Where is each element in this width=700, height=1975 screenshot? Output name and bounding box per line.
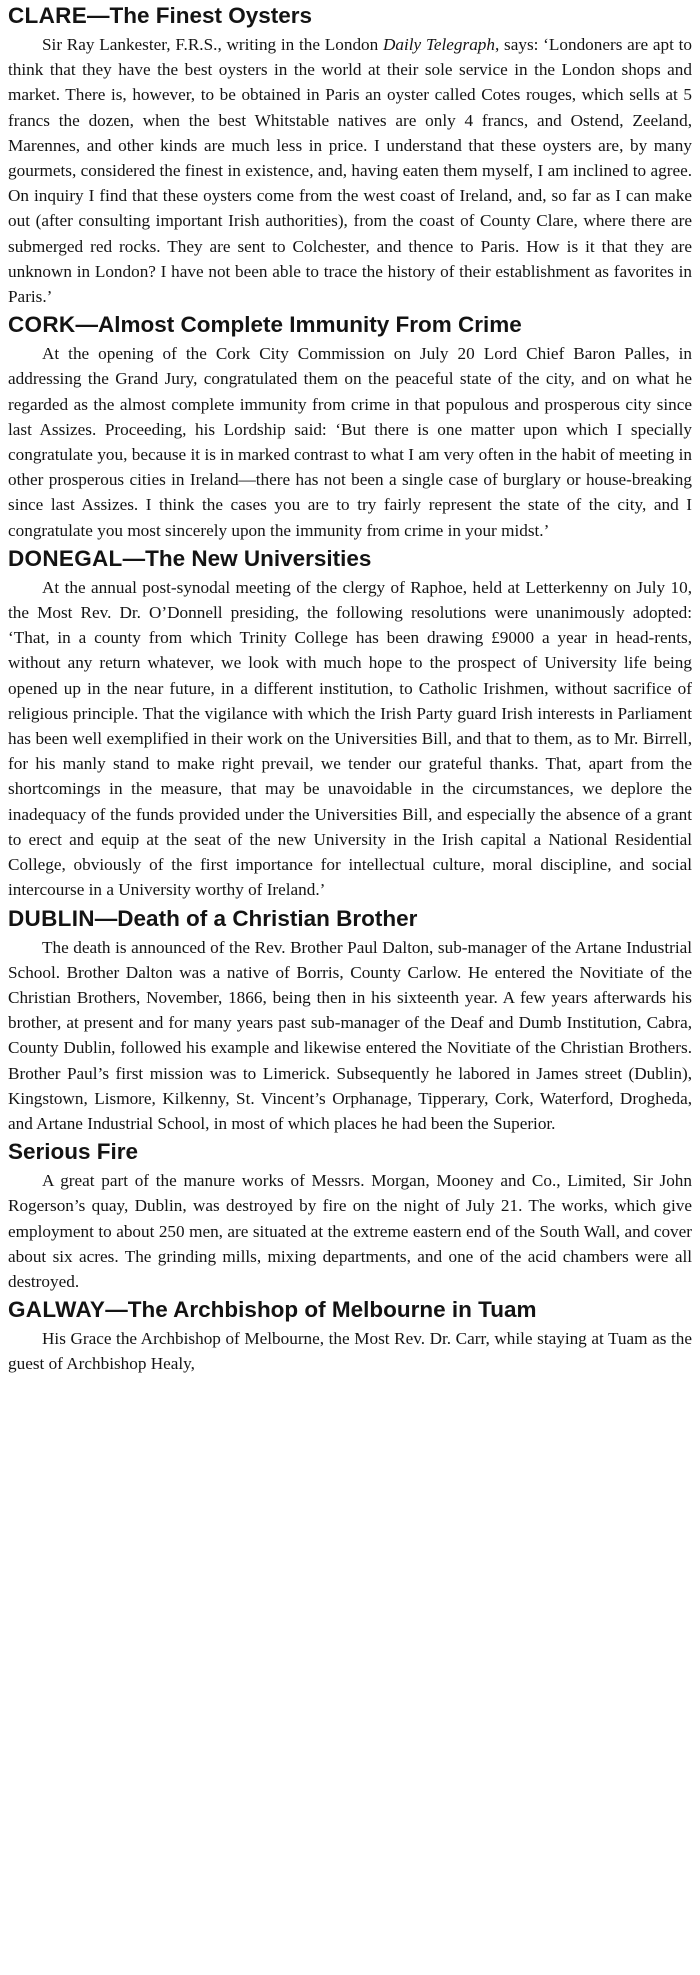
headline-place: GALWAY [8, 1297, 106, 1323]
headline-title: The Archbishop of Melbourne in Tuam [127, 1297, 537, 1323]
headline-title: The Finest Oysters [109, 3, 313, 28]
article-dublin [8, 903, 692, 1137]
article-body [8, 32, 692, 309]
article-clare [8, 0, 692, 309]
article-galway [8, 1294, 692, 1376]
article-body: His Grace the Archbishop of Melbourne, the Most Rev. Dr. Carr, while staying at Tuam as the guest of Archbishop Healy, [8, 1329, 692, 1374]
body-text: Sir Ray Lankester, F.R.S., writing in the London [42, 35, 383, 54]
headline-title: Serious Fire [8, 1139, 139, 1165]
headline-dash: — [94, 905, 118, 931]
headline-dash: — [105, 1297, 128, 1323]
headline-place: CLARE [8, 3, 87, 28]
article-headline [8, 1136, 692, 1168]
headline-title: Almost Complete Immunity From Crime [97, 312, 522, 338]
article-body: The death is announced of the Rev. Brother Paul Dalton, sub-manager of the Artane Industrial School. Brother Dalton was a native of Borris, County Carlow. He entered the Novitiate of the Christian Brothers, November, 1866, being then in his sixteenth year. A few years afterwards his brother, at present and for many years past sub-manager of the Deaf and Dumb Institution, Cabra, County Dublin, followed his example and likewise entered the Novitiate of the Christian Brothers. Brother Paul’s first mission was to Limerick. Subsequently he labored in James street (Dublin), Kingstown, Lismore, Kilkenny, St. Vincent’s Orphanage, Tipperary, Cork, Waterford, Drogheda, and Artane Industrial School, in most of which places he had been the Superior. [8, 937, 692, 1133]
headline-place: DUBLIN [8, 905, 95, 931]
article-headline [8, 1294, 692, 1326]
article-donegal [8, 543, 692, 903]
newspaper-name: Daily Telegraph [382, 35, 495, 54]
article-body: At the opening of the Cork City Commission on July 20 Lord Chief Baron Palles, in addressing the Grand Jury, congratulated them on the peaceful state of the city, and on what he regarded as the almost complete immunity from crime in that populous and prosperous city since last Assizes. Proceeding, his Lordship said: ‘But there is one matter upon which I specially congratulate you, because it is in marked contrast to what I am very often in the habit of meeting in other prosperous cities in Ireland—there has not been a single case of burglary or house-breaking since last Assizes. I think the cases you are to try fairly represent the state of the city, and I congratulate you most sincerely upon the immunity from crime in your midst.’ [8, 344, 692, 540]
headline-title: Death of a Christian Brother [117, 905, 418, 931]
article-headline [8, 903, 692, 935]
headline-place: CORK [8, 312, 76, 338]
headline-title: The New Universities [145, 545, 372, 571]
article-headline [8, 309, 692, 341]
article-body: A great part of the manure works of Messrs. Morgan, Mooney and Co., Limited, Sir John Rogerson’s quay, Dublin, was destroyed by fire on the night of July 21. The works, which give employment to about 250 men, are situated at the extreme eastern end of the South Wall, and cover about six acres. The grinding mills, mixing departments, and one of the acid chambers were all destroyed. [8, 1171, 692, 1291]
body-text: , says: ‘Londoners are apt to think that they have the best oysters in the world at their sole service in the London shops and market. There is, however, to be obtained in Paris an oyster called Cotes rouges, which sells at 5 francs the dozen, when the best Whitstable natives are only 4 francs, and Ostend, Zeeland, Marennes, and other kinds are much less in price. I understand that these oysters are, by many gourmets, considered the finest in existence, and, having eaten them myself, I am inclined to agree. On inquiry I find that these oysters come from the west coast of Ireland, and, so far as I can make out (after consulting important Irish authorities), from the coast of County Clare, where there are submerged red rocks. They are sent to Colchester, and thence to Paris. How is it that they are unknown in London? I have not been able to trace the history of their establishment as favorites in Paris.’ [8, 35, 692, 307]
headline-dash: — [122, 545, 146, 571]
article-headline [8, 0, 692, 32]
headline-dash: — [75, 312, 98, 338]
headline-dash: — [87, 3, 110, 28]
article-serious-fire [8, 1136, 692, 1294]
article-cork [8, 309, 692, 543]
headline-place: DONEGAL [8, 545, 123, 571]
article-headline [8, 543, 692, 575]
article-body: At the annual post-synodal meeting of the clergy of Raphoe, held at Letterkenny on July 10, the Most Rev. Dr. O’Donnell presiding, the following resolutions were unanimously adopted: ‘That, in a county from which Trinity College has been drawing £9000 a year in head-rents, without any return whatever, we look with much hope to the prospect of University life being opened up in the near future, in a different institution, to Catholic Irishmen, without sacrifice of religious principle. That the vigilance with which the Irish Party guard Irish interests in Parliament has been well exemplified in their work on the Universities Bill, and that to them, as to Mr. Birrell, for his manly stand to make right prevail, we tender our grateful thanks. That, apart from the shortcomings in the measure, that may be unavoidable in the circumstances, we deplore the inadequacy of the funds provided under the Universities Bill, and especially the absence of a grant to erect and equip at the seat of the new University in the Irish capital a National Residential College, obviously of the first importance for intellectual culture, moral discipline, and social intercourse in a University worthy of Ireland.’ [8, 577, 692, 900]
